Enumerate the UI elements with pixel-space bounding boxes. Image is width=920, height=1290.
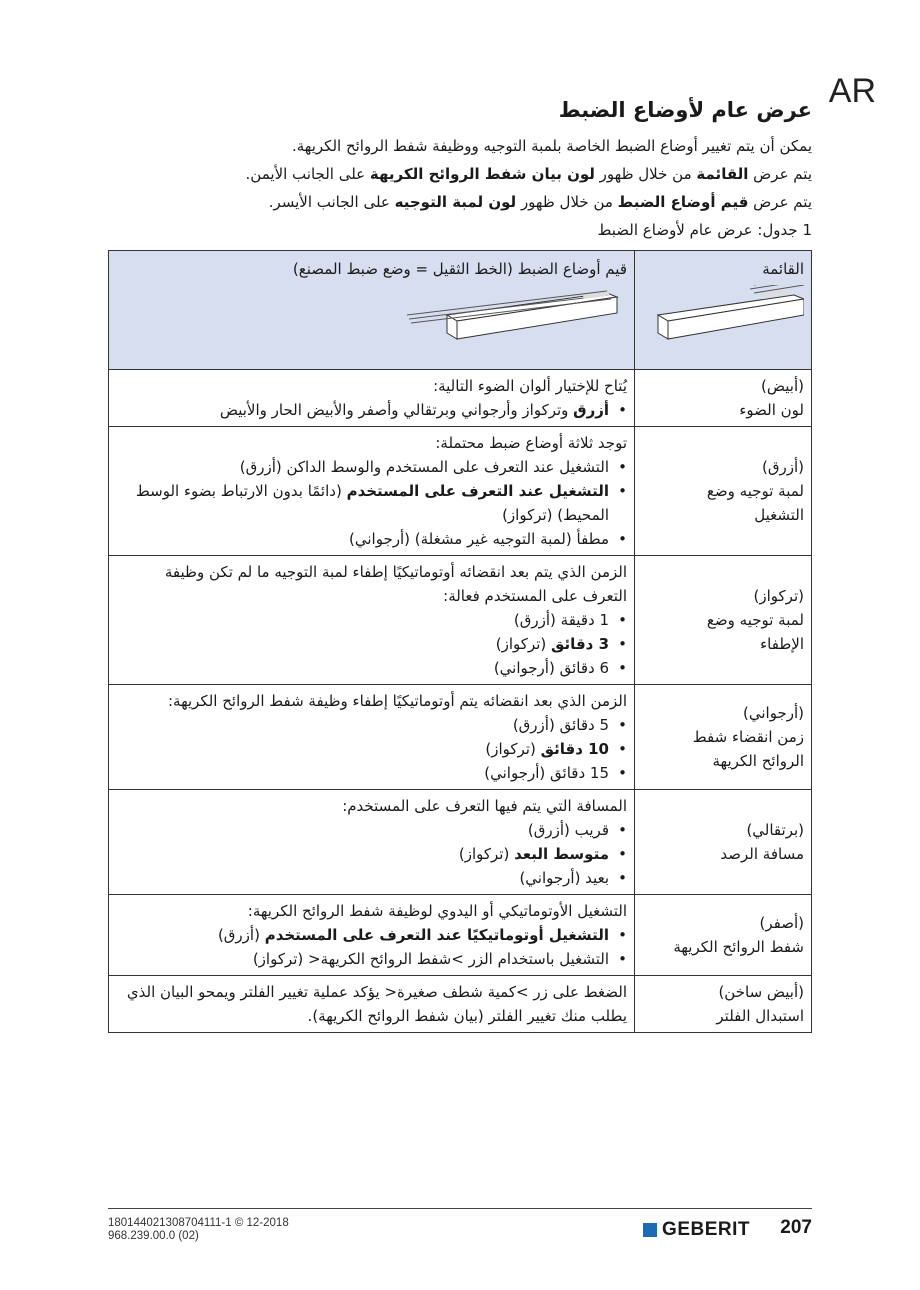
values-cell: الزمن الذي بعد انقضائه يتم أوتوماتيكيًا إطفاء وظيفة شفط الروائح الكريهة: • 5 دقائق (أزرق) • 10 دقائق (تركواز) • 15 دقائق (أرجواني) [109, 685, 635, 790]
values-cell: الزمن الذي يتم بعد انقضائه أوتوماتيكيًا إطفاء لمبة التوجيه ما لم تكن وظيفة التعرف على المستخدم فعالة: • 1 دقيقة (أزرق) • 3 دقائق (تركواز) • 6 دقائق (أرجواني) [109, 556, 635, 685]
values-cell: يُتاح للإختيار ألوان الضوء التالية: • أزرق وتركواز وأرجواني وبرتقالي وأصفر والأبيض الحار والأبيض [109, 370, 635, 427]
values-cell: التشغيل الأوتوماتيكي أو اليدوي لوظيفة شفط الروائح الكريهة: • التشغيل أوتوماتيكيًا عند التعرف على المستخدم (أزرق) • التشغيل باستخدام الزر >شفط الروائح الكريهة< (تركواز) [109, 895, 635, 976]
intro-line-3: يتم عرض قيم أوضاع الضبط من خلال ظهور لون لمبة التوجيه على الجانب الأيسر. [268, 193, 812, 211]
values-device-illustration [407, 285, 627, 355]
page-number: 207 [780, 1217, 812, 1238]
table-row [109, 790, 812, 895]
table-row [109, 427, 812, 556]
values-cell: الضغط على زر >كمية شطف صغيرة< يؤكد عملية تغيير الفلتر ويمحو البيان الذي يطلب منك تغيير الفلتر (بيان شفط الروائح الكريهة). [109, 976, 635, 1033]
brand-name: GEBERIT [662, 1219, 750, 1240]
document-codes: 180144021308704111-1 © 12-2018 968.239.00.0 (02) [108, 1217, 289, 1242]
settings-table [108, 250, 812, 1033]
header-menu: القائمة [635, 251, 812, 370]
list-item: • التشغيل باستخدام الزر >شفط الروائح الكريهة< (تركواز) [116, 947, 609, 971]
menu-cell: (تركواز) لمبة توجيه وضع الإطفاء [635, 556, 812, 685]
menu-cell: (أزرق) لمبة توجيه وضع التشغيل [635, 427, 812, 556]
intro-text [108, 132, 812, 216]
menu-cell: (برتقالي) مسافة الرصد [635, 790, 812, 895]
table-row [109, 370, 812, 427]
menu-cell: (أصفر) شفط الروائح الكريهة [635, 895, 812, 976]
list-item: • 3 دقائق (تركواز) [116, 632, 609, 656]
menu-cell: (أرجواني) زمن انقضاء شفط الروائح الكريهة [635, 685, 812, 790]
list-item: • 1 دقيقة (أزرق) [116, 608, 609, 632]
table-row [109, 895, 812, 976]
intro-line-1: يمكن أن يتم تغيير أوضاع الضبط الخاصة بلمبة التوجيه ووظيفة شفط الروائح الكريهة. [291, 137, 812, 155]
page-title: عرض عام لأوضاع الضبط [558, 98, 812, 122]
list-item: • التشغيل عند التعرف على المستخدم والوسط الداكن (أزرق) [116, 455, 609, 479]
logo-square-icon [643, 1223, 657, 1237]
list-item: • 5 دقائق (أزرق) [116, 713, 609, 737]
menu-cell: (أبيض ساخن) استبدال الفلتر [635, 976, 812, 1033]
page-content [108, 98, 812, 1033]
language-tag: AR [828, 72, 876, 110]
menu-cell: (أبيض) لون الضوء [635, 370, 812, 427]
list-item: • متوسط البعد (تركواز) [116, 842, 609, 866]
list-item: • 15 دقائق (أرجواني) [116, 761, 609, 785]
table-header-row [109, 251, 812, 370]
values-cell: المسافة التي يتم فيها التعرف على المستخدم: • قريب (أزرق) • متوسط البعد (تركواز) • بعيد (أرجواني) [109, 790, 635, 895]
table-row [109, 976, 812, 1033]
intro-line-2: يتم عرض القائمة من خلال ظهور لون بيان شفط الروائح الكريهة على الجانب الأيمن. [245, 165, 812, 183]
table-caption: 1 جدول: عرض عام لأوضاع الضبط [597, 221, 812, 239]
list-item: • التشغيل أوتوماتيكيًا عند التعرف على المستخدم (أزرق) [116, 923, 609, 947]
list-item: • 6 دقائق (أرجواني) [116, 656, 609, 680]
header-values: قيم أوضاع الضبط (الخط الثقيل = وضع ضبط المصنع) [109, 251, 635, 370]
list-item: • التشغيل عند التعرف على المستخدم (دائمًا بدون الارتباط بضوء الوسط المحيط) (تركواز) [116, 479, 609, 527]
menu-device-illustration [654, 285, 804, 355]
table-row [109, 685, 812, 790]
page-footer [108, 1208, 812, 1242]
list-item: • 10 دقائق (تركواز) [116, 737, 609, 761]
list-item: • مطفأ (لمبة التوجيه غير مشغلة) (أرجواني) [116, 527, 609, 551]
list-item: • بعيد (أرجواني) [116, 866, 609, 890]
table-row [109, 556, 812, 685]
brand-logo [643, 1219, 750, 1241]
values-cell: توجد ثلاثة أوضاع ضبط محتملة: • التشغيل عند التعرف على المستخدم والوسط الداكن (أزرق) • التشغيل عند التعرف على المستخدم (دائمًا بدون الارتباط بضوء الوسط المحيط) (تركواز) • مطفأ (لمبة التوجيه غير مشغلة) (أرجواني) [109, 427, 635, 556]
list-item: • قريب (أزرق) [116, 818, 609, 842]
list-item: • أزرق وتركواز وأرجواني وبرتقالي وأصفر والأبيض الحار والأبيض [116, 398, 609, 422]
